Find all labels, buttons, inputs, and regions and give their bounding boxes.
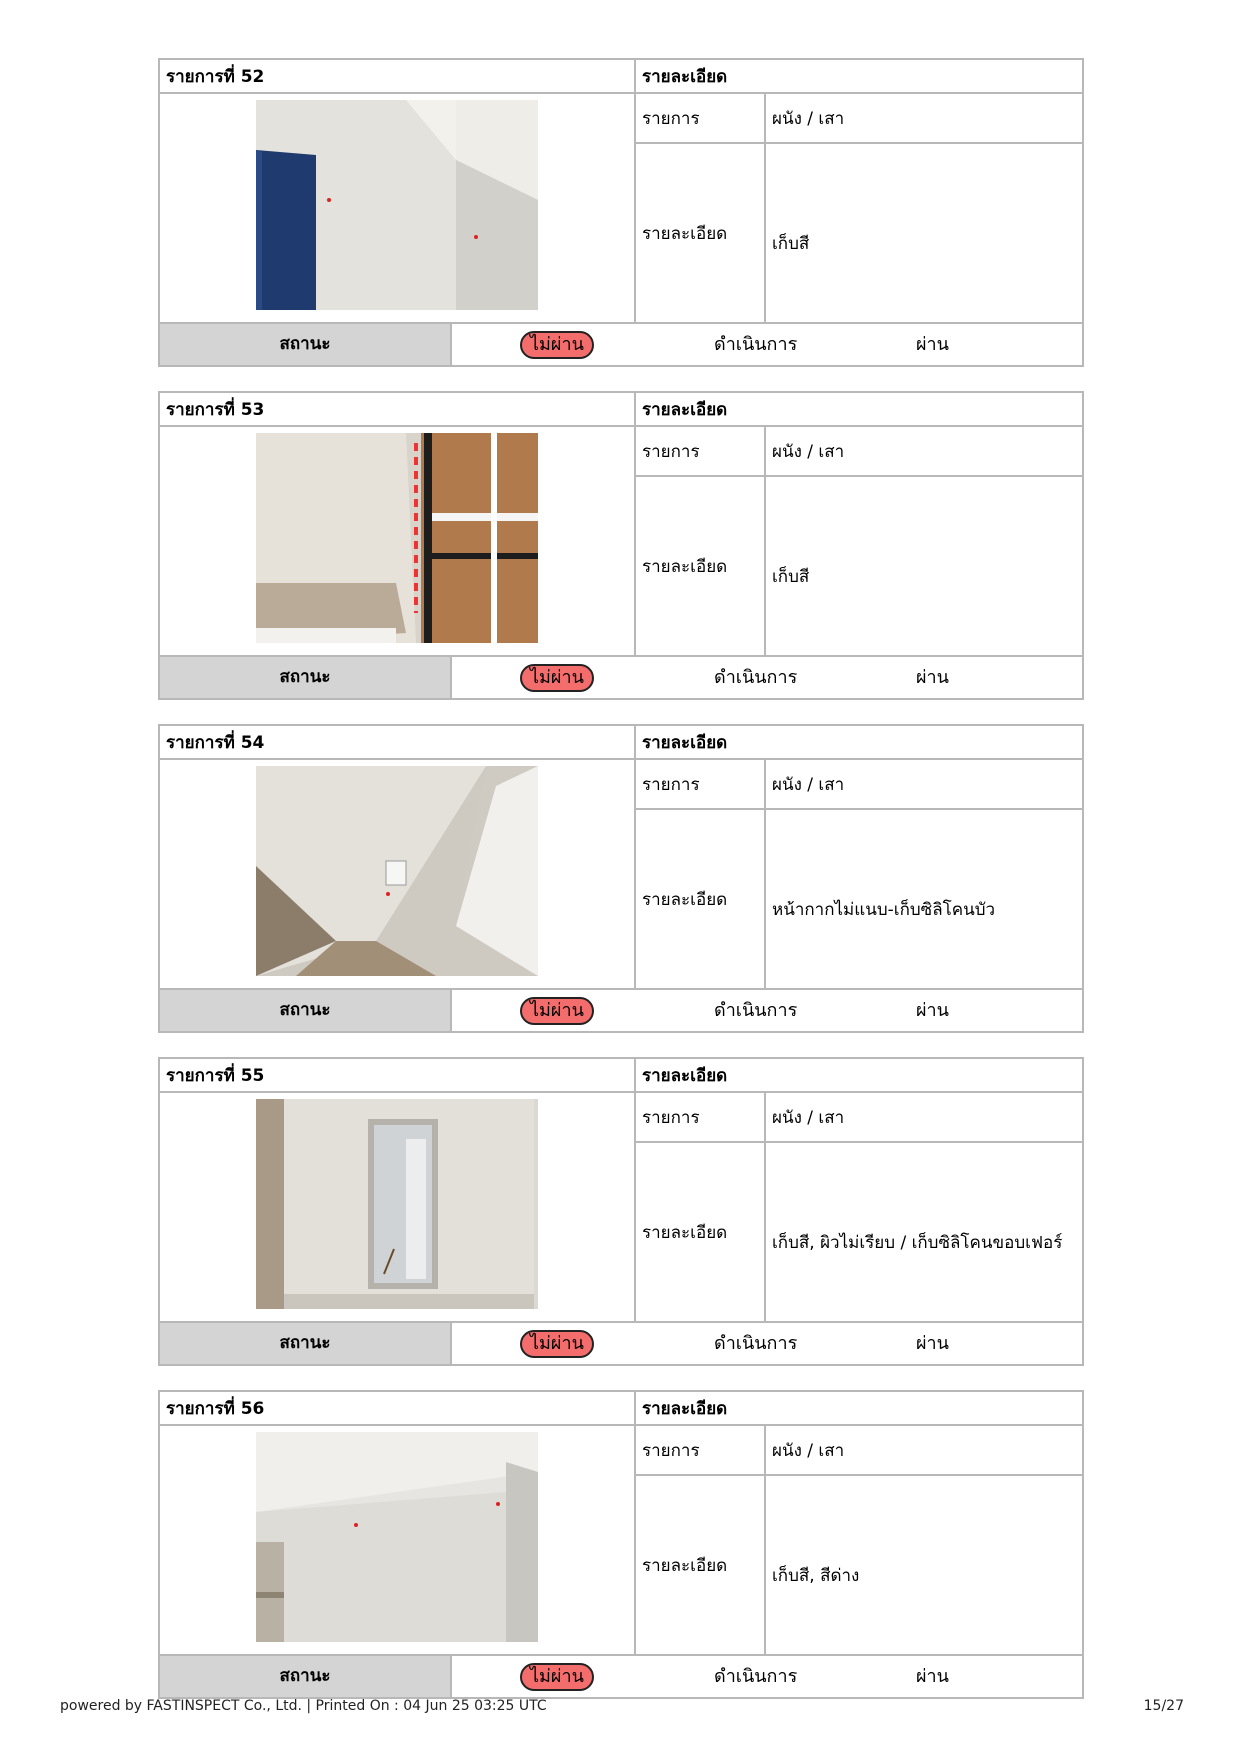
photo-cell — [160, 1426, 636, 1654]
photo-cell — [160, 1093, 636, 1321]
status-bar — [160, 655, 1082, 698]
status-in-progress-option[interactable]: ดำเนินการ — [714, 1000, 798, 1021]
details-header: รายละเอียด — [636, 1392, 1082, 1426]
status-label: สถานะ — [160, 990, 452, 1031]
status-fail-option[interactable] — [520, 1656, 594, 1697]
status-bar — [160, 988, 1082, 1031]
inspection-photo[interactable] — [256, 100, 538, 310]
status-fail-badge: ไม่ผ่าน — [520, 1330, 594, 1358]
status-pass-option[interactable]: ผ่าน — [916, 334, 949, 355]
status-in-progress-option[interactable]: ดำเนินการ — [714, 1666, 798, 1687]
details-header: รายละเอียด — [636, 60, 1082, 94]
detail-value: เก็บสี — [772, 233, 810, 254]
item-label: รายการ — [636, 1093, 766, 1143]
status-label: สถานะ — [160, 1323, 452, 1364]
item-title: รายการที่ 53 — [160, 393, 636, 427]
status-fail-option[interactable] — [520, 990, 594, 1031]
inspection-item-56 — [158, 1390, 1084, 1699]
item-title: รายการที่ 54 — [160, 726, 636, 760]
status-fail-badge: ไม่ผ่าน — [520, 997, 594, 1025]
status-label: สถานะ — [160, 324, 452, 365]
item-value: ผนัง / เสา — [766, 427, 1082, 477]
details-header: รายละเอียด — [636, 393, 1082, 427]
status-pass-option[interactable]: ผ่าน — [916, 667, 949, 688]
detail-label: รายละเอียด — [636, 477, 766, 655]
item-label: รายการ — [636, 1426, 766, 1476]
item-value: ผนัง / เสา — [766, 760, 1082, 810]
status-fail-option[interactable] — [520, 324, 594, 365]
inspection-photo[interactable] — [256, 1432, 538, 1642]
details-header: รายละเอียด — [636, 726, 1082, 760]
status-pass-option[interactable]: ผ่าน — [916, 1000, 949, 1021]
detail-label: รายละเอียด — [636, 144, 766, 322]
status-fail-badge: ไม่ผ่าน — [520, 664, 594, 692]
item-value: ผนัง / เสา — [766, 1093, 1082, 1143]
status-pass-option[interactable]: ผ่าน — [916, 1333, 949, 1354]
footer-page-number: 15/27 — [1143, 1698, 1184, 1714]
status-fail-option[interactable] — [520, 657, 594, 698]
details-header: รายละเอียด — [636, 1059, 1082, 1093]
photo-cell — [160, 427, 636, 655]
item-label: รายการ — [636, 427, 766, 477]
inspection-photo[interactable] — [256, 1099, 538, 1309]
photo-cell — [160, 760, 636, 988]
detail-label: รายละเอียด — [636, 1143, 766, 1321]
detail-value: เก็บสี, ผิวไม่เรียบ / เก็บซิลิโคนขอบเฟอร์ — [772, 1232, 1063, 1253]
inspection-item-55 — [158, 1057, 1084, 1366]
status-bar — [160, 1654, 1082, 1697]
item-value: ผนัง / เสา — [766, 1426, 1082, 1476]
status-fail-badge: ไม่ผ่าน — [520, 331, 594, 359]
inspection-photo[interactable] — [256, 433, 538, 643]
status-pass-option[interactable]: ผ่าน — [916, 1666, 949, 1687]
status-in-progress-option[interactable]: ดำเนินการ — [714, 1333, 798, 1354]
item-title: รายการที่ 56 — [160, 1392, 636, 1426]
inspection-item-53 — [158, 391, 1084, 700]
detail-value: หน้ากากไม่แนบ-เก็บซิลิโคนบัว — [772, 899, 996, 920]
item-title: รายการที่ 52 — [160, 60, 636, 94]
detail-value: เก็บสี, สีด่าง — [772, 1565, 860, 1586]
item-value: ผนัง / เสา — [766, 94, 1082, 144]
status-bar — [160, 322, 1082, 365]
status-in-progress-option[interactable]: ดำเนินการ — [714, 667, 798, 688]
status-fail-badge: ไม่ผ่าน — [520, 1663, 594, 1691]
photo-cell — [160, 94, 636, 322]
status-label: สถานะ — [160, 657, 452, 698]
status-in-progress-option[interactable]: ดำเนินการ — [714, 334, 798, 355]
item-label: รายการ — [636, 94, 766, 144]
item-label: รายการ — [636, 760, 766, 810]
status-label: สถานะ — [160, 1656, 452, 1697]
inspection-photo[interactable] — [256, 766, 538, 976]
inspection-item-54 — [158, 724, 1084, 1033]
footer-printed-info: powered by FASTINSPECT Co., Ltd. | Printed On : 04 Jun 25 03:25 UTC — [60, 1698, 547, 1714]
detail-label: รายละเอียด — [636, 810, 766, 988]
detail-label: รายละเอียด — [636, 1476, 766, 1654]
status-bar — [160, 1321, 1082, 1364]
item-title: รายการที่ 55 — [160, 1059, 636, 1093]
status-fail-option[interactable] — [520, 1323, 594, 1364]
inspection-item-52 — [158, 58, 1084, 367]
detail-value: เก็บสี — [772, 566, 810, 587]
